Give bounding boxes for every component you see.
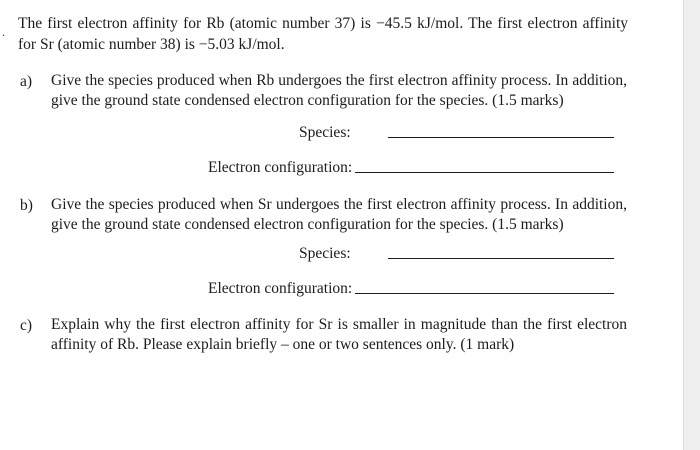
question-b-config-answer-line[interactable] [355, 293, 614, 294]
question-a-text: Give the species produced when Rb undergoes the first electron affinity process. In addition, give the ground state condensed electron configuration for the species. (1.5 marks) [51, 72, 627, 109]
question-a-label: a) [20, 73, 33, 90]
question-c-text: Explain why the first electron affinity for Sr is smaller in magnitude than the first electron affinity of Rb. Please explain briefly – one or two sentences only. (1 mark) [51, 316, 627, 353]
question-a-config-label: Electron configuration: [208, 159, 353, 176]
question-b-species-label: Species: [299, 245, 351, 262]
question-b-config-label: Electron configuration: [208, 280, 353, 297]
question-b-text: Give the species produced when Sr undergoes the first electron affinity process. In addition, give the ground state condensed electron configuration for the species. (1.5 marks) [51, 196, 627, 233]
page-edge-shadow [683, 0, 700, 450]
question-b-label: b) [20, 197, 33, 214]
question-b-species-answer-line[interactable] [388, 258, 614, 259]
intro-paragraph: The first electron affinity for Rb (atomic number 37) is −45.5 kJ/mol. The first electron affinity for Sr (atomic number 38) is −5.03 kJ/mol. [18, 15, 628, 53]
question-a-species-label: Species: [299, 124, 351, 141]
question-c-label: c) [20, 317, 33, 334]
bullet-marker: . [2, 25, 5, 39]
question-a-species-answer-line[interactable] [388, 137, 614, 138]
question-a-config-answer-line[interactable] [355, 172, 614, 173]
